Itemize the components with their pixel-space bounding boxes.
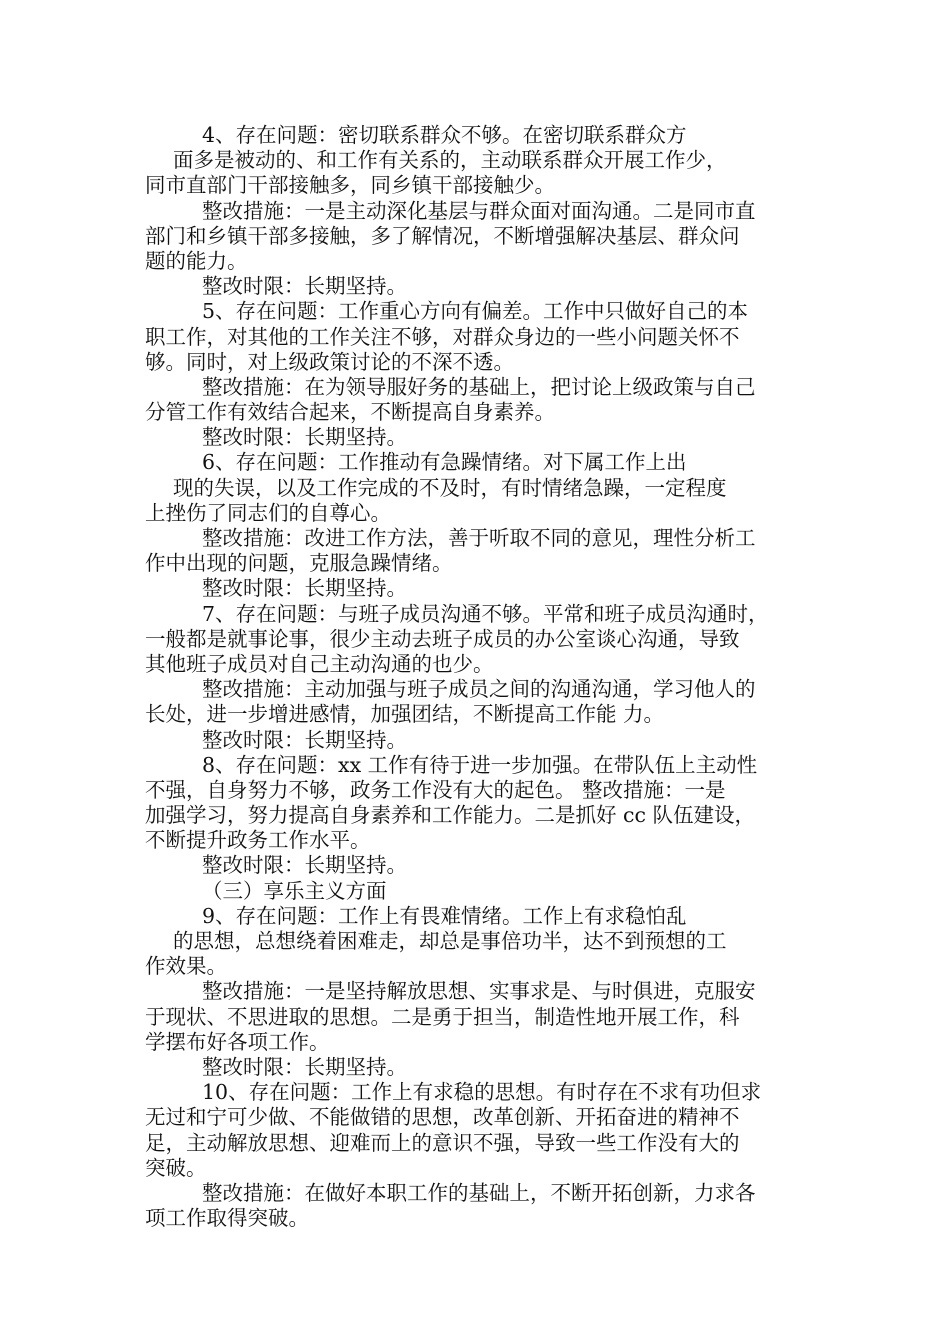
text-line: 加强学习，努力提高自身素养和工作能力。二是抓好 cc 队伍建设， <box>145 803 755 828</box>
text-line: 整改时限：长期坚持。 <box>202 576 407 601</box>
text-line: 一般都是就事论事，很少主动去班子成员的办公室谈心沟通，导致 <box>145 626 740 651</box>
text-line: 整改时限：长期坚持。 <box>202 727 407 752</box>
text-line: 职工作，对其他的工作关注不够，对群众身边的一些小问题关怀不 <box>145 324 740 349</box>
text-line: 上挫伤了同志们的自尊心。 <box>145 500 391 525</box>
text-line: 足，主动解放思想、迎难而上的意识不强，导致一些工作没有大的 <box>145 1130 740 1155</box>
text-line: 整改措施：改进工作方法，善于听取不同的意见，理性分析工 <box>202 526 756 550</box>
text-line: 10、存在问题：工作上有求稳的思想。有时存在不求有功但求 <box>202 1080 762 1105</box>
text-line: 的思想，总想绕着困难走，却总是事倍功半，达不到预想的工 <box>173 929 727 953</box>
text-line: （三）享乐主义方面 <box>202 878 387 903</box>
text-line: 面多是被动的、和工作有关系的，主动联系群众开展工作少， <box>173 148 727 173</box>
text-line: 不断提升政务工作水平。 <box>145 828 371 853</box>
text-line: 够。同时，对上级政策讨论的不深不透。 <box>145 349 514 374</box>
text-line: 整改时限：长期坚持。 <box>202 853 407 878</box>
text-line: 整改措施：在为领导服好务的基础上，把讨论上级政策与自己 <box>202 374 756 399</box>
text-line: 项工作取得突破。 <box>145 1206 309 1231</box>
text-line: 不强，自身努力不够，政务工作没有大的起色。 整改措施：一是 <box>145 777 726 802</box>
text-line: 长处，进一步增进感情，加强团结，不断提高工作能 力。 <box>145 702 665 727</box>
text-line: 整改措施：主动加强与班子成员之间的沟通沟通，学习他人的 <box>202 677 756 702</box>
text-line: 现的失误，以及工作完成的不及时，有时情绪急躁，一定程度 <box>173 475 727 500</box>
text-line: 于现状、不思进取的思想。二是勇于担当，制造性地开展工作，科 <box>145 1004 740 1029</box>
text-line: 5、存在问题：工作重心方向有偏差。工作中只做好自己的本 <box>202 299 749 324</box>
text-line: 学摆布好各项工作。 <box>145 1029 330 1054</box>
text-line: 作中出现的问题，克服急躁情绪。 <box>145 551 453 576</box>
text-line: 突破。 <box>145 1155 207 1180</box>
text-line: 4、存在问题：密切联系群众不够。在密切联系群众方 <box>202 123 687 147</box>
text-line: 6、存在问题：工作推动有急躁情绪。对下属工作上出 <box>202 450 687 475</box>
text-line: 整改措施：在做好本职工作的基础上，不断开拓创新，力求各 <box>202 1180 756 1205</box>
text-line: 同市直部门干部接触多，同乡镇干部接触少。 <box>145 173 555 198</box>
text-line: 整改时限：长期坚持。 <box>202 425 407 450</box>
text-line: 作效果。 <box>145 954 227 979</box>
text-line: 题的能力。 <box>145 248 248 273</box>
text-line: 8、存在问题：xx 工作有待于进一步加强。在带队伍上主动性 <box>202 752 758 777</box>
text-line: 整改措施：一是主动深化基层与群众面对面沟通。二是同市直 <box>202 198 756 223</box>
text-line: 7、存在问题：与班子成员沟通不够。平常和班子成员沟通时， <box>202 601 769 626</box>
text-line: 整改时限：长期坚持。 <box>202 274 407 299</box>
text-line: 其他班子成员对自己主动沟通的也少。 <box>145 651 494 676</box>
text-line: 无过和宁可少做、不能做错的思想，改革创新、开拓奋进的精神不 <box>145 1105 740 1130</box>
text-line: 整改时限：长期坚持。 <box>202 1054 407 1079</box>
text-line: 整改措施：一是坚持解放思想、实事求是、与时俱进，克服安 <box>202 979 756 1004</box>
text-line: 分管工作有效结合起来，不断提高自身素养。 <box>145 400 555 425</box>
document-body <box>145 123 810 1231</box>
text-line: 9、存在问题：工作上有畏难情绪。工作上有求稳怕乱 <box>202 903 687 928</box>
text-line: 部门和乡镇干部多接触，多了解情况，不断增强解决基层、群众问 <box>145 223 740 248</box>
